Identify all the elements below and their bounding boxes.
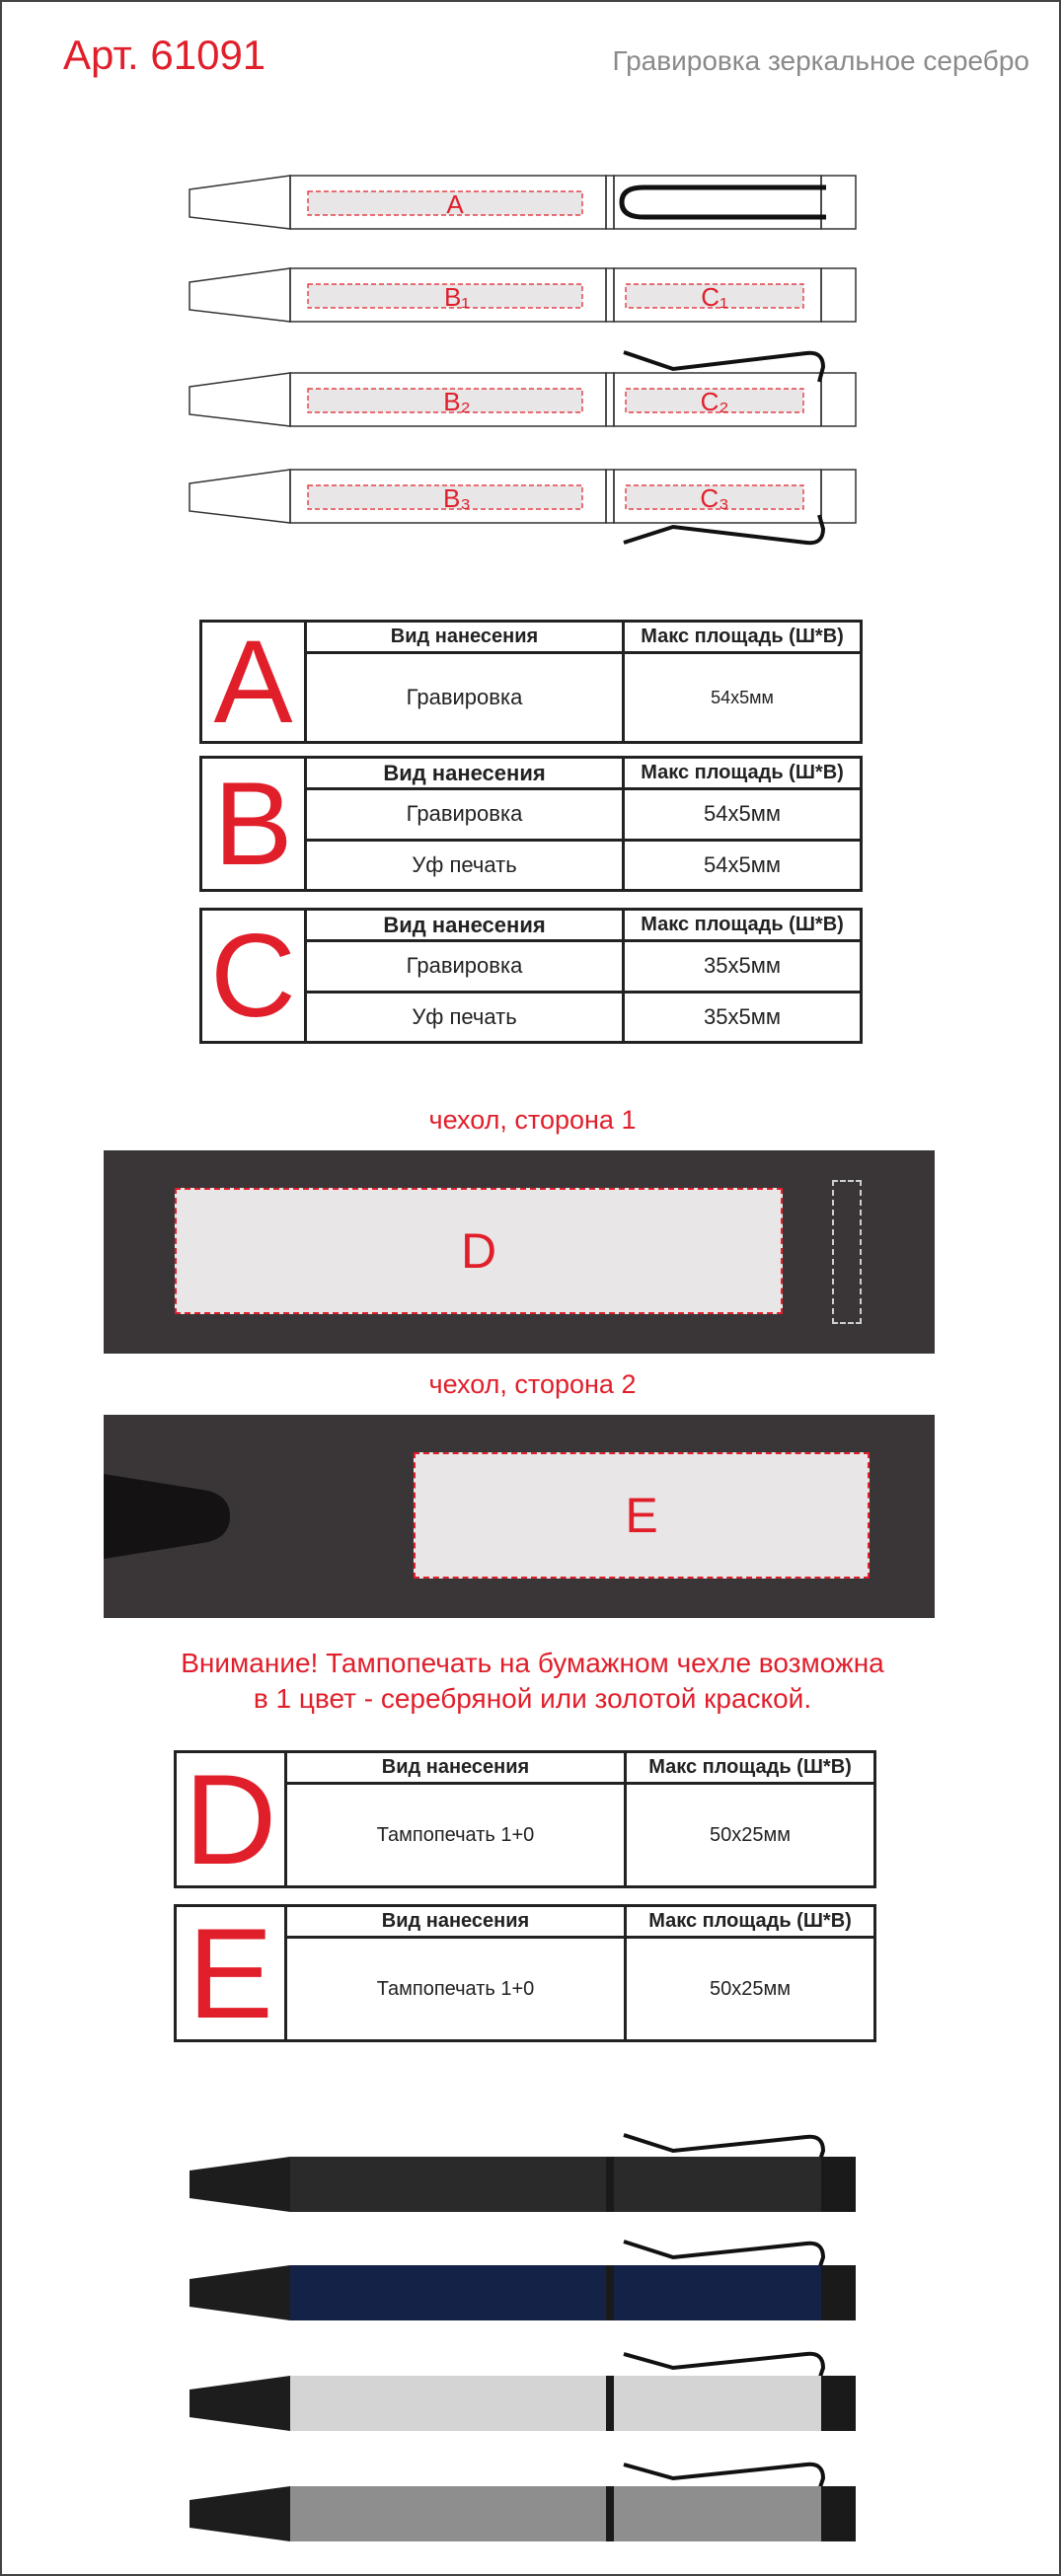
warning-line-2: в 1 цвет - серебряной или золотой краской.: [253, 1683, 812, 1714]
cell-area: 50х25мм: [710, 1977, 791, 2000]
zone-e: [414, 1452, 870, 1579]
table-c: [199, 908, 863, 1044]
cell-area: 50х25мм: [710, 1823, 791, 1846]
header-method: Вид нанесения: [307, 911, 625, 939]
header-method: Вид нанесения: [287, 1907, 627, 1936]
cell-area: 54х5мм: [704, 801, 781, 827]
header-method: Вид нанесения: [287, 1753, 627, 1782]
header-area: Макс площадь (Ш*В): [648, 1756, 852, 1778]
pen-color-variants: [2, 2113, 1061, 2547]
case-side1-label: чехол, сторона 1: [428, 1105, 637, 1135]
pen-silver: [189, 2354, 856, 2431]
warning-text: [2, 1646, 1061, 1717]
table-header: [307, 759, 860, 790]
table-b: [199, 756, 863, 892]
zone-b3-label: B₃: [443, 483, 471, 513]
table-header: [307, 911, 860, 942]
table-row: [307, 994, 860, 1042]
pen-navy: [189, 2242, 856, 2320]
zone-c3-label: C₃: [700, 483, 729, 513]
table-d: [174, 1747, 876, 1891]
cell-method: Гравировка: [307, 942, 625, 991]
article-title: Арт. 61091: [63, 32, 266, 78]
zone-c1-label: C₁: [701, 282, 728, 312]
case-slot: [832, 1180, 862, 1324]
zone-a: [308, 191, 582, 215]
zone-a-label: A: [446, 189, 464, 219]
cell-method: Тампопечать 1+0: [287, 1939, 627, 2039]
cell-area: 35х5мм: [704, 1003, 781, 1029]
cell-area: 54х5мм: [711, 687, 774, 707]
table-letter: C: [202, 911, 307, 1041]
table-header: [287, 1907, 873, 1939]
case-side2-label: чехол, сторона 2: [428, 1369, 637, 1399]
header-method: Вид нанесения: [307, 623, 625, 651]
header-area: Макс площадь (Ш*В): [648, 1910, 852, 1932]
warning-line-1: Внимание! Тампопечать на бумажном чехле возможна: [181, 1648, 884, 1678]
table-letter: D: [177, 1753, 287, 1885]
table-a: [199, 616, 863, 748]
header-area: Макс площадь (Ш*В): [641, 626, 844, 647]
zone-e-label: E: [625, 1488, 658, 1543]
zone-d-label: D: [460, 1223, 497, 1279]
pen-gray: [189, 2465, 856, 2541]
table-row: [307, 790, 860, 842]
table-row: [307, 942, 860, 994]
table-e: [174, 1901, 876, 2045]
table-header: [307, 623, 860, 654]
cell-method: Тампопечать 1+0: [287, 1785, 627, 1885]
table-row: [287, 1939, 873, 2039]
cell-method: Гравировка: [307, 790, 625, 839]
case-side-1: [104, 1150, 935, 1354]
header-method: Вид нанесения: [307, 759, 625, 787]
zone-b1-label: B₁: [443, 282, 471, 312]
cell-area: 35х5мм: [704, 953, 781, 979]
zone-d: [175, 1188, 783, 1314]
header-area: Макс площадь (Ш*В): [641, 762, 844, 783]
table-row: [307, 842, 860, 890]
zone-c2-label: C₂: [700, 387, 729, 416]
cell-area: 54х5мм: [704, 851, 781, 877]
cell-method: Гравировка: [307, 654, 625, 741]
table-letter: A: [202, 623, 307, 741]
cell-method: Уф печать: [307, 842, 625, 890]
zone-b2-label: B₂: [443, 387, 471, 416]
table-header: [287, 1753, 873, 1785]
cell-method: Уф печать: [307, 994, 625, 1042]
engraving-subtitle: Гравировка зеркальное серебро: [612, 45, 1029, 76]
table-letter: B: [202, 759, 307, 889]
table-row: [307, 654, 860, 741]
header-area: Макс площадь (Ш*В): [641, 914, 844, 935]
pen-silhouette: [104, 1415, 242, 1618]
pen-black: [189, 2135, 856, 2212]
table-letter: E: [177, 1907, 287, 2039]
case-side-2: [104, 1415, 935, 1618]
pen-outline-diagrams: [2, 160, 1061, 554]
table-row: [287, 1785, 873, 1885]
